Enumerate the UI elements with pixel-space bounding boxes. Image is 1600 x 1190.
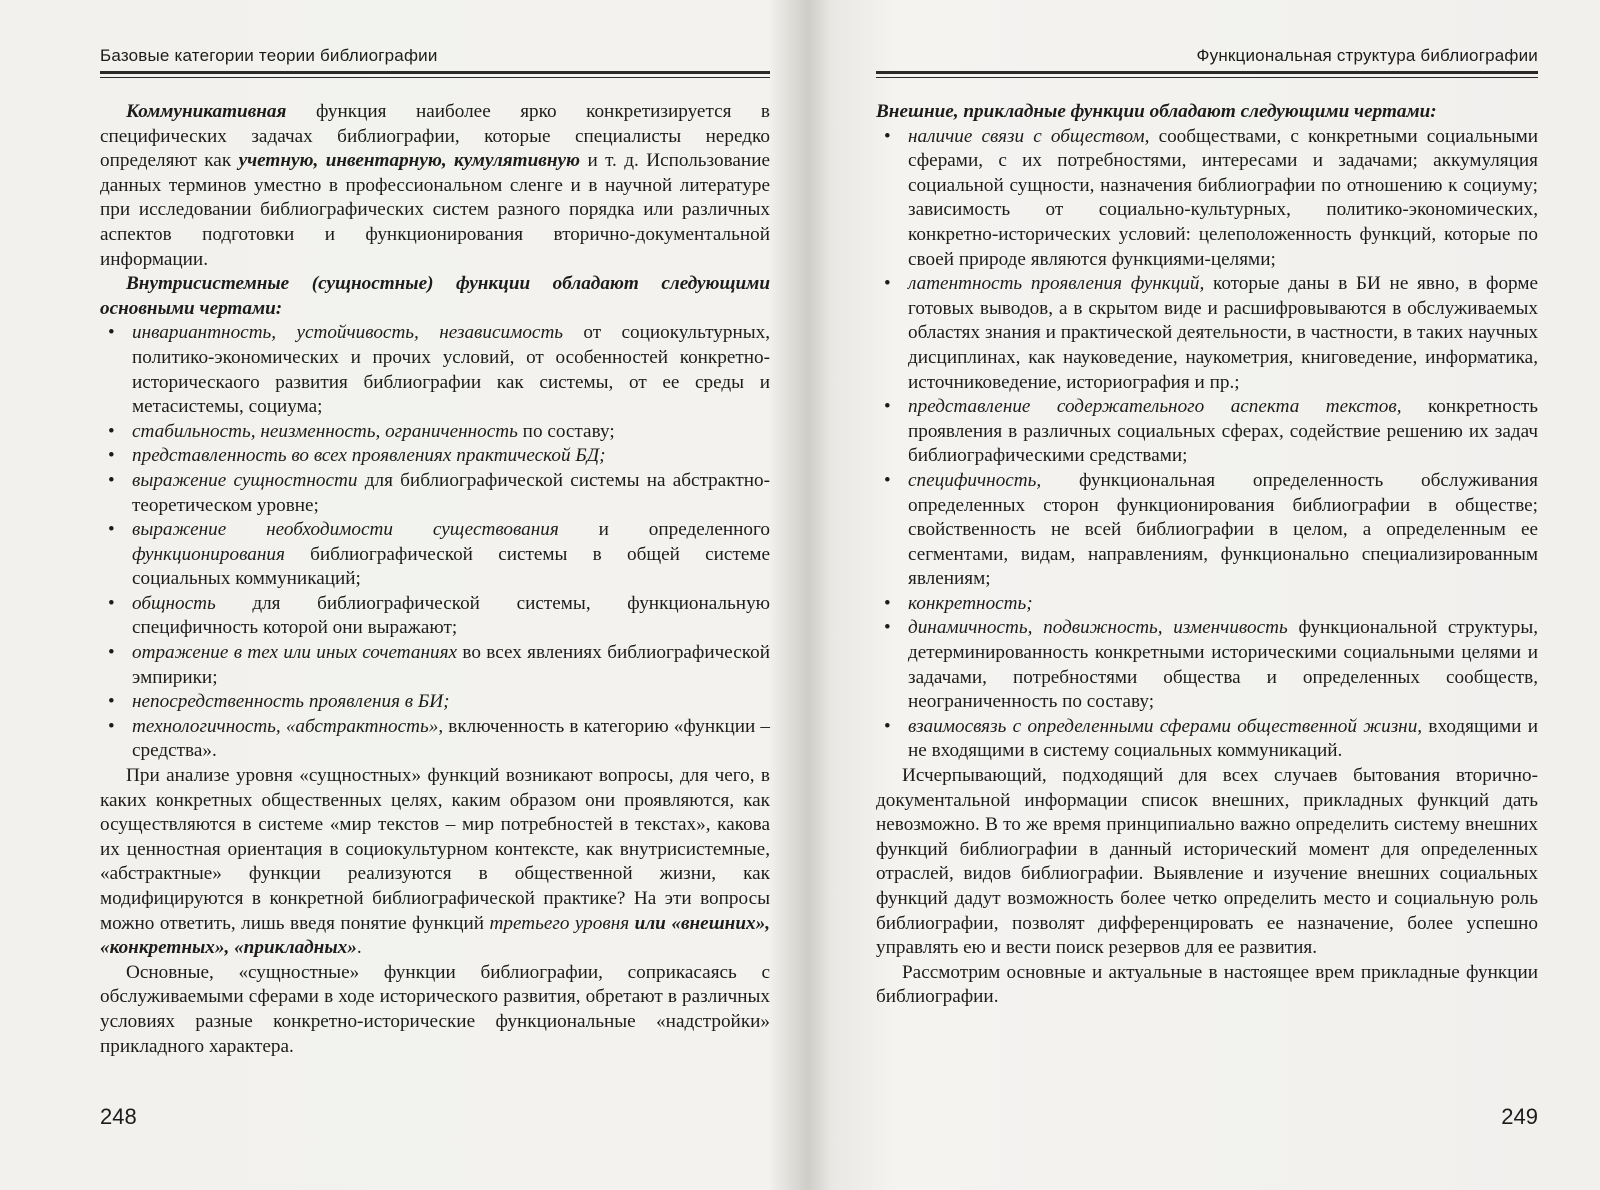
emphasis: наличие связи с обществом,	[908, 125, 1150, 147]
intrasystem-traits-list	[100, 321, 770, 764]
emphasis: представление содержательного аспекта текстов,	[908, 396, 1402, 418]
text-span: и определенного	[558, 519, 770, 541]
external-traits-list	[876, 125, 1538, 764]
list-item	[100, 518, 770, 592]
text-span: функция наиболее ярко конкретизируется в специфических задачах библиографии, которые специалисты нередко определяют как	[100, 101, 770, 172]
list-item	[100, 641, 770, 690]
list-item	[876, 469, 1538, 592]
emphasis: специфичность,	[908, 469, 1042, 491]
heading-intrasystem: Внутрисистемные (сущностные) функции обладают следующими основными чертами:	[100, 273, 770, 319]
text-span: функциональная определенность обслуживания определенных сторон функционирования библиографии в обществе; свойственность не всей библиографии в целом, а определенным ее сегментами, видам, направлениям, функционально специализированным явлениям;	[908, 469, 1538, 590]
list-item	[100, 715, 770, 764]
emphasis: непосредственность проявления в БИ;	[132, 691, 450, 713]
emphasis: отражение в тех или иных сочетаниях	[132, 642, 458, 664]
emphasis: функционирования	[132, 543, 285, 565]
page-number-left: 248	[100, 1104, 137, 1129]
emphasis: конкретность;	[908, 592, 1033, 614]
text-span: , включенность в категорию «функции – средства».	[132, 715, 771, 762]
text-span: входящими и не входящими в систему социальных коммуникаций.	[908, 715, 1538, 762]
list-item	[100, 420, 770, 445]
emphasis: инвариантность, устойчивость, независимость	[132, 322, 564, 344]
text-span: При анализе уровня «сущностных» функций возникают вопросы, для чего, в каких конкретных общественных целях, каким образом они проявляются, как осуществляются в системе «мир текстов – мир потребностей в текстах», какова их ценностная ориентация в социокультурном контексте, как внутрисистемные, «абстрактные» функции реализуются в общественной жизни, как модифицируются в конкретной библиографической практике? На эти вопросы можно ответить, лишь введя понятие функций	[100, 765, 770, 934]
text-span: которые даны в БИ не явно, в форме готовых выводов, а в скрытом виде и расшифровываются в обслуживаемых областях знания и практической деятельности, в частности, в таких научных дисциплинах, как науковедение, наукометрия, книговедение, информатика, источниковедение, историография и пр.;	[908, 273, 1538, 393]
emphasis: латентность проявления функций,	[908, 273, 1205, 295]
emphasis: третьего уровня	[489, 912, 630, 934]
list-item	[100, 321, 770, 419]
text-span: во всех явлениях библиографической эмпирики;	[132, 642, 770, 688]
text-span: .	[356, 937, 362, 959]
heading-external: Внешние, прикладные функции обладают следующими чертами:	[876, 101, 1437, 122]
text-span: функциональной структуры, детерминированность конкретными историческими социальными целями и задачами, потребностями общества и определенных сообществ, неограниченность по составу;	[908, 617, 1539, 713]
emphasis: стабильность, неизменность, ограниченность	[132, 420, 518, 442]
emphasis: выражение необходимости существования	[132, 519, 559, 541]
list-item	[876, 395, 1538, 469]
paragraph-essential: Основные, «сущностные» функции библиографии, соприкасаясь с обслуживаемыми сферами в ходе исторического развития, обретают в различных условиях разные конкретно-исторические функциональные «надстройки» прикладного характера.	[100, 961, 770, 1057]
page-number-right: 249	[1501, 1104, 1538, 1129]
paragraph-analysis	[100, 764, 770, 961]
text-span: сообществами, с конкретными социальными сферами, с их потребностями, интересами и задачами; аккумуляция социальной сущности, назначения библиографии по отношению к социуму; зависимость от социально-культурных, политико-экономических, конкретно-исторических условий: целеположенность функций, которые по своей природе являются функциями-целями;	[908, 125, 1538, 270]
term-external: или «внешних», «конкретных», «прикладных»	[100, 912, 770, 959]
list-item	[876, 616, 1538, 714]
emphasis: технологичность, «абстрактность»	[132, 715, 439, 737]
emphasis: представленность во всех проявлениях практической БД;	[132, 445, 606, 467]
emphasis: взаимосвязь с определенными сферами общественной жизни,	[908, 715, 1423, 737]
left-page-body	[100, 100, 770, 1059]
paragraph-communicative	[100, 100, 770, 272]
paragraph-exhaustive: Исчерпывающий, подходящий для всех случаев бытования вторично-документальной информации список внешних, прикладных функций дать невозможно. В то же время принципиально важно определить систему внешних функций библиографии в данный исторический момент для определенных отраслей, видов библиографии. Выявление и изучение внешних социальных функций дадут возможность более четко определить место и социальную роль библиографии, позволят дифференцировать ее назначение, более успешно управлять ею и вести поиск резервов для ее развития.	[876, 765, 1538, 959]
list-item	[100, 592, 770, 641]
running-header-left: Базовые категории теории библиографии	[100, 46, 770, 74]
list-item	[100, 444, 770, 469]
running-header-right: Функциональная структура библиографии	[876, 46, 1538, 74]
text-span: конкретность проявления в различных социальных сферах, содействие решению их задач библиографическими средствами;	[908, 396, 1538, 467]
paragraph-consider: Рассмотрим основные и актуальные в настоящее врем прикладные функции библиографии.	[876, 961, 1538, 1008]
text-span: библиографической системы в общей системе социальных коммуникаций;	[132, 543, 770, 590]
text-span: и т. д. Использование данных терминов уместно в профессиональном сленге и в научной литературе при исследовании библиографических систем разного порядка или различных аспектов подготовки и функционирования вторично-документальной информации.	[100, 150, 770, 270]
text-span: для библиографической системы, функциональную специфичность которой они выражают;	[132, 592, 770, 639]
list-item	[100, 469, 770, 518]
left-page	[100, 0, 770, 1190]
list-item	[100, 690, 770, 715]
list-item	[876, 125, 1538, 273]
text-span: по составу;	[517, 420, 615, 442]
list-item	[876, 592, 1538, 617]
term-list: учетную, инвентарную, кумулятивную	[238, 150, 581, 172]
right-page-body	[876, 100, 1538, 1010]
emphasis: динамичность, подвижность, изменчивость	[908, 617, 1288, 639]
text-span: для библиографической системы на абстрактно-теоретическом уровне;	[132, 469, 771, 516]
emphasis: общность	[132, 592, 216, 614]
term-communicative: Коммуникативная	[126, 101, 287, 122]
list-item	[876, 715, 1538, 764]
list-item	[876, 272, 1538, 395]
text-span: от социокультурных, политико-экономических и прочих условий, от особенностей конкретно-историческаого развития библиографии как системы, от ее среды и метасистемы, социума;	[132, 322, 771, 418]
right-page	[876, 0, 1538, 1190]
emphasis: выражение сущностности	[132, 469, 358, 491]
